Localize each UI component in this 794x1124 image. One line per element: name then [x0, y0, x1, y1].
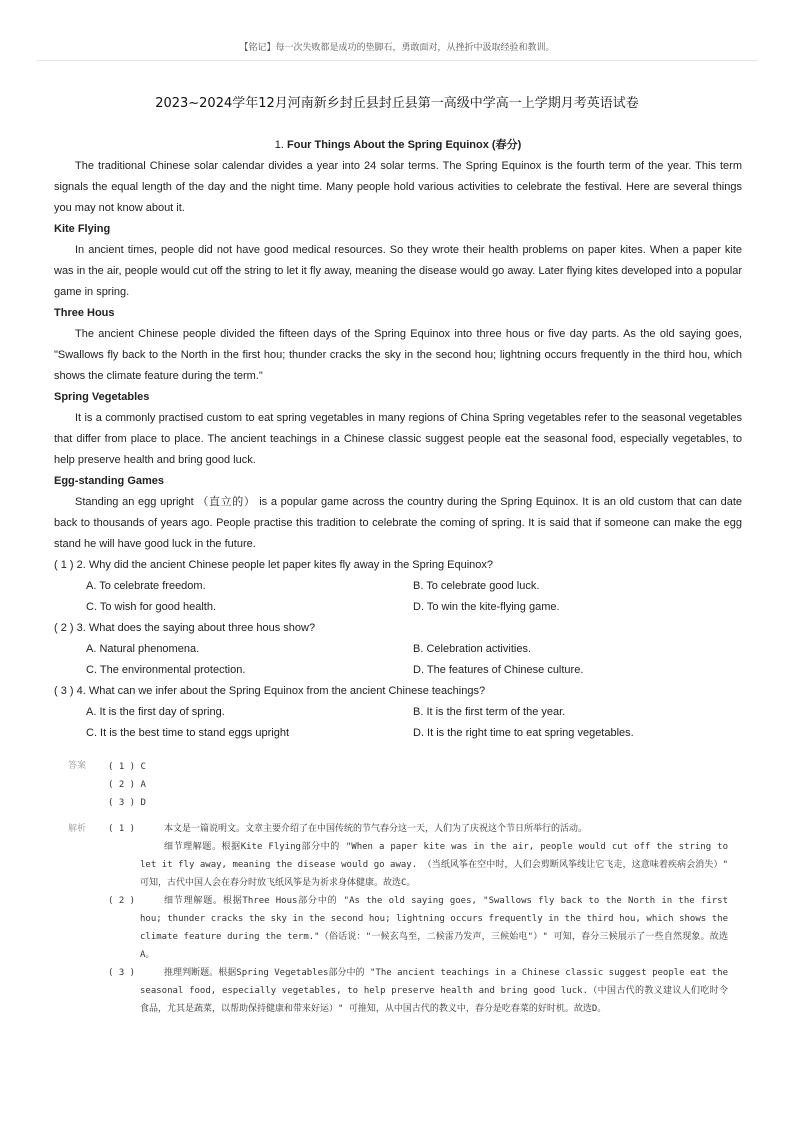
question-3: ( 3 ) 4. What can we infer about the Spring Equinox from the ancient Chinese teachings? [54, 685, 486, 697]
passage-number: 1. [274, 139, 284, 151]
question-1-options [54, 576, 742, 618]
section-text-vegetables: It is a commonly practised custom to eat spring vegetables in many regions of China Spring vegetables refer to the seasonal vegetables that differ from place to place. The ancient teachings in a Chinese classic suggest people eat the seasonal food, especially vegetables, to help preserve health and bring good luck. [54, 412, 742, 466]
passage-intro: The traditional Chinese solar calendar divides a year into 24 solar terms. The Spring Equinox is the fourth term of the year. This term signals the equal length of the day and the night time. Many people hold various activities to celebrate the festival. Here are several things you may not know about it. [54, 160, 742, 214]
analysis-label: 解析 [68, 824, 87, 834]
option-2d[interactable]: D. The features of Chinese culture. [413, 664, 584, 676]
question-2: ( 2 ) 3. What does the saying about three hous show? [54, 622, 316, 634]
header-motto: 【铭记】每一次失败都是成功的垫脚石，勇敢面对，从挫折中汲取经验和教训。 [239, 43, 555, 53]
option-1b[interactable]: B. To celebrate good luck. [413, 580, 540, 592]
analysis-num-1: ( 1 ) [108, 824, 136, 834]
analysis-text-3: 推理判断题。根据Spring Vegetables部分中的 "The ancient teachings in a Chinese classic suggest people eat the seasonal food, especially vegetables, to help preserve health and bring good luck.（中国古代的教义建议人们吃时令食品，尤其是蔬菜，以帮助保持健康和带来好运）" 可推知，从中国古代的教义中，春分是吃春菜的好时机。故选D。 [140, 968, 728, 1014]
passage-title [54, 135, 742, 156]
analysis-item-1 [68, 820, 728, 892]
section-heading-kite: Kite Flying [54, 223, 111, 235]
answer-label: 答案 [68, 761, 87, 771]
option-3a[interactable]: A. It is the first day of spring. [86, 706, 225, 718]
analysis-text-1: 细节理解题。根据Kite Flying部分中的 "When a paper kite was in the air, people would cut off the string to let it fly away, meaning the disease would go away. （当纸风筝在空中时，人们会剪断风筝线让它飞走，这意味着疾病会消失）" 可知，古代中国人会在春分时放飞纸风筝是为祈求身体健康。故选C。 [140, 842, 728, 888]
answer-item-3: ( 3 ) D [108, 798, 146, 808]
question-1: ( 1 ) 2. Why did the ancient Chinese people let paper kites fly away in the Spring Equinox? [54, 559, 494, 571]
analysis-text-2: 细节理解题。根据Three Hous部分中的 "As the old saying goes, "Swallows fly back to the North in the first hou; thunder cracks the sky in the second hou; lightning occurs frequently in the third hou, which shows the climate feature during the term."（俗话说："一候玄鸟至，二候雷乃发声，三候始电"）" 可知，春分三候展示了一些自然现象。故选A。 [140, 896, 728, 960]
section-heading-hous: Three Hous [54, 307, 115, 319]
option-2b[interactable]: B. Celebration activities. [413, 643, 531, 655]
option-3d[interactable]: D. It is the right time to eat spring vegetables. [413, 727, 634, 739]
header-divider [36, 60, 758, 61]
analysis-num-2: ( 2 ) [108, 896, 136, 906]
section-heading-vegetables: Spring Vegetables [54, 391, 150, 403]
answer-item-1: ( 1 ) C [108, 762, 146, 772]
answer-list [108, 758, 146, 812]
question-2-options [54, 639, 742, 681]
option-3b[interactable]: B. It is the first term of the year. [413, 706, 566, 718]
option-2c[interactable]: C. The environmental protection. [86, 664, 246, 676]
document-title: 2023~2024学年12月河南新乡封丘县封丘县第一高级中学高一上学期月考英语试卷 [155, 96, 639, 111]
option-1c[interactable]: C. To wish for good health. [86, 601, 217, 613]
analysis-item-2 [68, 892, 728, 964]
answer-section [68, 758, 728, 808]
answer-item-2: ( 2 ) A [108, 780, 146, 790]
option-2a[interactable]: A. Natural phenomena. [86, 643, 200, 655]
section-text-egg: Standing an egg upright （直立的） is a popular game across the country during the Spring Equinox. It is an old custom that can date back to thousands of years ago. People practise this tradition to celebrate the coming of spring. It is said that if someone can make the egg stand he will have good luck in the future. [54, 496, 742, 550]
option-1d[interactable]: D. To win the kite-flying game. [413, 601, 560, 613]
section-heading-egg: Egg-standing Games [54, 475, 165, 487]
section-text-hous: The ancient Chinese people divided the fifteen days of the Spring Equinox into three hous or five day parts. As the old saying goes, "Swallows fly back to the North in the first hou; thunder cracks the sky in the second hou; lightning occurs frequently in the third hou, which shows the climate feature during the term." [54, 328, 742, 382]
question-3-options [54, 702, 742, 744]
passage-title-text: Four Things About the Spring Equinox (春分) [287, 139, 522, 151]
section-text-kite: In ancient times, people did not have good medical resources. So they wrote their health problems on paper kites. When a paper kite was in the air, people would cut off the string to let it fly away, meaning the disease would go away. Later flying kites developed into a popular game in spring. [54, 244, 742, 298]
analysis-num-3: ( 3 ) [108, 968, 136, 978]
option-3c[interactable]: C. It is the best time to stand eggs upright [86, 727, 289, 739]
passage-content [54, 135, 742, 744]
analysis-summary: 本文是一篇说明文。文章主要介绍了在中国传统的节气春分这一天，人们为了庆祝这个节日所举行的活动。 [164, 824, 588, 834]
analysis-item-3 [68, 964, 728, 1018]
analysis-section [68, 820, 728, 1018]
option-1a[interactable]: A. To celebrate freedom. [86, 580, 206, 592]
